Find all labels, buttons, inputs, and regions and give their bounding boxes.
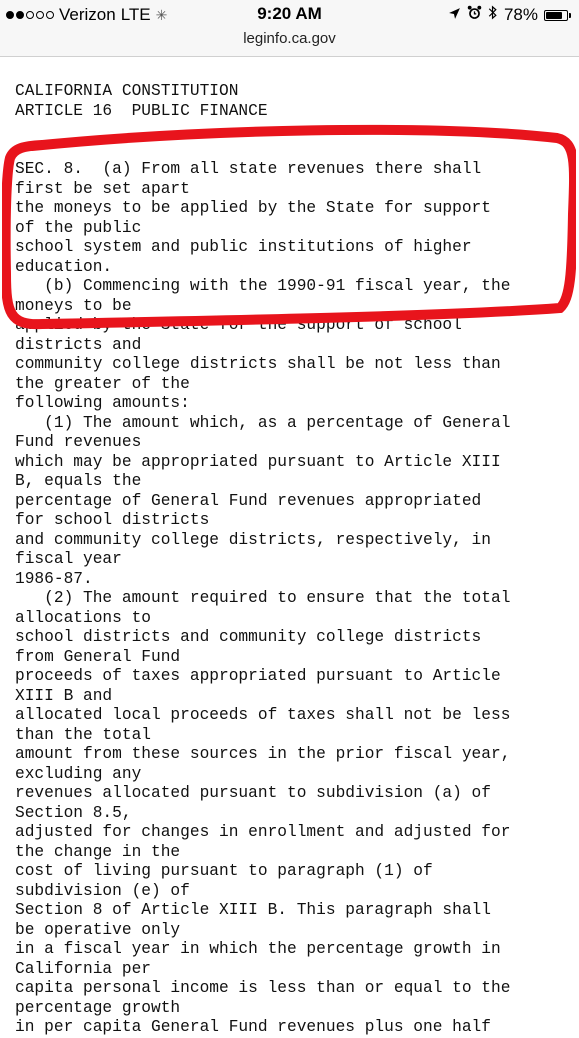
document-line: the change in the xyxy=(15,842,181,861)
document-line: districts and xyxy=(15,335,142,354)
document-line: (1) The amount which, as a percentage of General xyxy=(15,413,511,432)
status-bar-right xyxy=(448,5,571,25)
document-line: subdivision (e) of xyxy=(15,881,190,900)
document-line: the moneys to be applied by the State for support xyxy=(15,199,491,217)
status-time: 9:20 AM xyxy=(257,4,322,23)
document-line: the greater of the xyxy=(15,374,190,393)
document-line: for school districts xyxy=(15,511,210,529)
document-line: school districts and community college districts xyxy=(15,628,482,646)
status-bar xyxy=(0,0,579,30)
activity-spinner-icon: ✳ xyxy=(155,6,168,23)
document-line xyxy=(15,141,575,161)
document-line: Section 8 of Article XIII B. This paragraph shall xyxy=(15,901,491,919)
document-line: than the total xyxy=(15,725,151,744)
document-line: school system and public institutions of higher xyxy=(15,238,472,256)
document-line: Section 8.5, xyxy=(15,803,132,822)
document-line: California per xyxy=(15,959,151,978)
alarm-clock-icon xyxy=(467,5,482,25)
document-text xyxy=(15,82,575,1038)
document-line: proceeds of taxes appropriated pursuant to Article xyxy=(15,667,501,685)
document-line: of the public xyxy=(15,218,142,237)
document-line: and community college districts, respectively, in xyxy=(15,530,491,549)
document-line: fiscal year xyxy=(15,550,122,568)
carrier-name: Verizon xyxy=(59,5,116,24)
document-line: in per capita General Fund revenues plus one half xyxy=(15,1018,491,1036)
document-line: applied by the State for the support of school xyxy=(15,316,462,334)
location-arrow-icon xyxy=(448,5,461,25)
battery-percent: 78% xyxy=(503,5,538,24)
document-line: percentage growth xyxy=(15,998,181,1017)
document-line: amount from these sources in the prior fiscal year, xyxy=(15,745,511,763)
document-line: excluding any xyxy=(15,764,142,783)
document-line: SEC. 8. (a) From all state revenues there shall xyxy=(15,160,482,178)
bluetooth-icon xyxy=(488,5,498,25)
network-type: LTE xyxy=(120,5,151,24)
document-line: ARTICLE 16 PUBLIC FINANCE xyxy=(15,101,268,120)
address-bar[interactable] xyxy=(0,30,579,57)
document-line: CALIFORNIA CONSTITUTION xyxy=(15,82,239,100)
document-line: B, equals the xyxy=(15,472,142,490)
document-line: revenues allocated pursuant to subdivision (a) of xyxy=(15,784,491,802)
document-line: first be set apart xyxy=(15,179,190,198)
document-line: allocations to xyxy=(15,608,151,627)
document-line: moneys to be xyxy=(15,296,132,315)
document-line: be operative only xyxy=(15,920,181,939)
document-line: allocated local proceeds of taxes shall not be less xyxy=(15,706,511,724)
document-line: community college districts shall be not less than xyxy=(15,355,501,373)
document-line: (2) The amount required to ensure that the total xyxy=(15,589,511,607)
url-domain: leginfo.ca.gov xyxy=(243,30,336,47)
document-line: capita personal income is less than or equal to the xyxy=(15,979,511,997)
document-line xyxy=(15,121,575,141)
battery-icon xyxy=(544,10,571,21)
document-line: from General Fund xyxy=(15,647,181,666)
document-line: which may be appropriated pursuant to Article XIII xyxy=(15,452,501,471)
document-line: in a fiscal year in which the percentage growth in xyxy=(15,940,501,958)
document-line: Fund revenues xyxy=(15,433,142,451)
document-line: 1986-87. xyxy=(15,569,93,588)
document-line: percentage of General Fund revenues appropriated xyxy=(15,491,482,510)
document-line: adjusted for changes in enrollment and adjusted for xyxy=(15,823,511,841)
document-line: following amounts: xyxy=(15,394,190,412)
document-line: XIII B and xyxy=(15,686,113,705)
document-line: education. xyxy=(15,257,113,276)
document-line: cost of living pursuant to paragraph (1) of xyxy=(15,862,433,880)
document-line: (b) Commencing with the 1990-91 fiscal year, the xyxy=(15,277,511,295)
